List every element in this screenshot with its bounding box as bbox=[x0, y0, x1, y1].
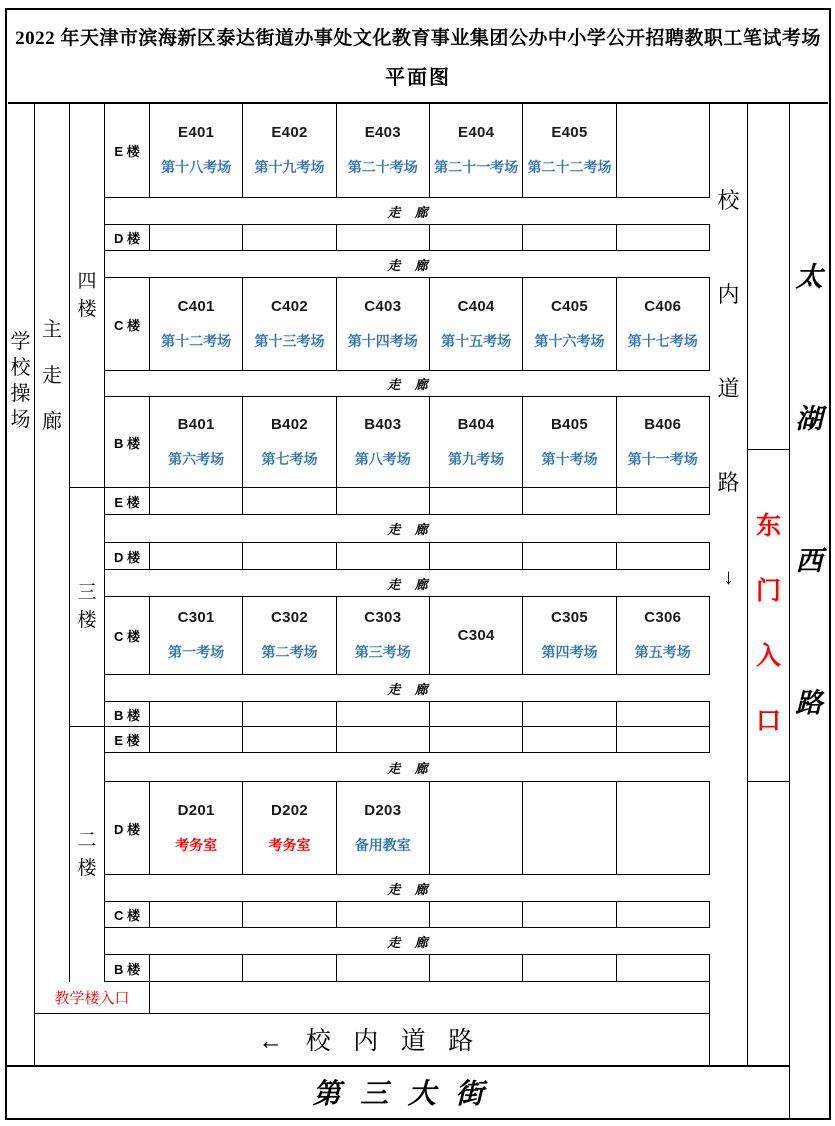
building-label: D 楼 bbox=[105, 782, 150, 874]
room-number: B401 bbox=[177, 415, 215, 433]
campus-road-column bbox=[710, 104, 748, 1065]
room-number: C301 bbox=[177, 609, 215, 626]
room-cell-e402 bbox=[243, 104, 336, 197]
room-cell-b402 bbox=[243, 397, 336, 487]
room-cell-empty bbox=[617, 225, 710, 250]
room-cell-empty bbox=[337, 225, 430, 250]
building-row bbox=[105, 488, 710, 515]
corridor-row bbox=[105, 515, 710, 543]
room-cell-empty bbox=[337, 902, 430, 927]
room-cell-e404 bbox=[430, 104, 523, 197]
room-cell-empty bbox=[243, 702, 336, 726]
room-number: C406 bbox=[644, 297, 682, 315]
building-label: B 楼 bbox=[105, 397, 150, 487]
building-label: C 楼 bbox=[105, 597, 150, 674]
playground-column bbox=[7, 104, 35, 1065]
floor-label: 四楼 bbox=[77, 270, 97, 320]
building-label: B 楼 bbox=[105, 702, 150, 726]
teaching-entrance-row bbox=[35, 982, 710, 1014]
room-assignment-label: 第十二考场 bbox=[161, 332, 232, 349]
playground-label: 学校操场 bbox=[10, 331, 31, 431]
corridor-row bbox=[105, 198, 710, 225]
room-cell-empty bbox=[617, 104, 710, 197]
room-cell-c401 bbox=[150, 278, 243, 370]
corridor-label: 走廊 bbox=[387, 935, 442, 951]
room-assignment-label: 第二考场 bbox=[261, 644, 318, 660]
room-cell-empty bbox=[243, 225, 336, 250]
building-row bbox=[105, 782, 710, 875]
room-cell-empty bbox=[150, 902, 243, 927]
room-assignment-label: 第二十二考场 bbox=[527, 159, 612, 175]
room-assignment-label: 第十九考场 bbox=[254, 159, 325, 175]
room-cell-c306 bbox=[617, 597, 710, 674]
room-cell-d203 bbox=[337, 782, 430, 874]
room-cell-c405 bbox=[523, 278, 616, 370]
room-cell-empty bbox=[523, 782, 616, 874]
building-row bbox=[105, 397, 710, 488]
building-row bbox=[105, 702, 710, 727]
taihu-west-road-column bbox=[790, 104, 828, 1118]
room-cell-e403 bbox=[337, 104, 430, 197]
room-cell-e401 bbox=[150, 104, 243, 197]
room-cell-empty bbox=[430, 782, 523, 874]
corridor-row bbox=[105, 753, 710, 782]
room-cell-empty bbox=[617, 488, 710, 514]
room-number: B406 bbox=[644, 415, 682, 433]
room-number: C303 bbox=[364, 609, 402, 626]
room-cell-empty bbox=[337, 702, 430, 726]
room-assignment-label: 考务室 bbox=[268, 836, 311, 853]
building-label: C 楼 bbox=[105, 278, 150, 370]
room-cell-empty bbox=[523, 225, 616, 250]
floor-section-label bbox=[70, 727, 104, 982]
building-row bbox=[105, 597, 710, 675]
room-assignment-label: 第十六考场 bbox=[534, 332, 605, 349]
main-corridor-label: 主走廊 bbox=[42, 319, 62, 433]
title-block bbox=[8, 11, 828, 104]
room-number: E401 bbox=[178, 124, 215, 141]
corridor-label: 走廊 bbox=[387, 523, 442, 538]
east-gate-column bbox=[748, 104, 790, 1065]
room-cell-c305 bbox=[523, 597, 616, 674]
room-number: B403 bbox=[364, 415, 402, 433]
room-number: E404 bbox=[458, 124, 495, 141]
room-number: B405 bbox=[550, 415, 588, 433]
corridor-row bbox=[105, 875, 710, 902]
room-cell-c303 bbox=[337, 597, 430, 674]
room-cell-empty bbox=[430, 727, 523, 752]
corridor-label: 走廊 bbox=[387, 258, 442, 274]
corridor-label: 走廊 bbox=[387, 882, 442, 898]
corridor-row bbox=[105, 675, 710, 702]
room-assignment-label: 第九考场 bbox=[448, 450, 505, 467]
room-cell-empty bbox=[523, 727, 616, 752]
room-number: C302 bbox=[270, 609, 309, 626]
room-number: C402 bbox=[270, 297, 309, 315]
page-title: 2022 年天津市滨海新区泰达街道办事处文化教育事业集团公办中小学公开招聘教职工笔试考场 bbox=[15, 27, 821, 49]
room-cell-empty bbox=[430, 225, 523, 250]
room-assignment-label: 第一考场 bbox=[168, 644, 225, 660]
room-assignment-label: 第二十一考场 bbox=[434, 159, 519, 175]
floor-label: 二楼 bbox=[77, 829, 97, 879]
room-cell-empty bbox=[243, 543, 336, 569]
corridor-row bbox=[105, 570, 710, 597]
building-label: E 楼 bbox=[105, 104, 150, 197]
room-cell-empty bbox=[523, 702, 616, 726]
teaching-entrance-empty-cell bbox=[150, 982, 709, 1013]
room-cell-empty bbox=[617, 782, 710, 874]
room-cell-c404 bbox=[430, 278, 523, 370]
corridor-label: 走廊 bbox=[387, 761, 442, 777]
room-cell-b406 bbox=[617, 397, 710, 487]
corridor-label: 走廊 bbox=[387, 205, 442, 221]
room-cell-empty bbox=[430, 543, 523, 569]
building-row bbox=[105, 955, 710, 982]
room-cell-empty bbox=[337, 955, 430, 981]
third-avenue-row bbox=[7, 1065, 790, 1118]
east-column-bottom-cell bbox=[748, 782, 789, 1065]
east-gate-cell bbox=[748, 450, 789, 782]
campus-road-row bbox=[35, 1014, 710, 1066]
building-row bbox=[105, 543, 710, 570]
campus-road-vertical-label: 校内道路↓ bbox=[717, 188, 740, 589]
room-assignment-label: 第二十考场 bbox=[347, 159, 418, 175]
corridor-row bbox=[105, 371, 710, 397]
page-subtitle: 平面图 bbox=[385, 67, 451, 90]
building-row bbox=[105, 225, 710, 251]
room-cell-empty bbox=[337, 727, 430, 752]
room-cell-empty bbox=[430, 902, 523, 927]
room-cell-empty bbox=[150, 702, 243, 726]
room-cell-c301 bbox=[150, 597, 243, 674]
room-number: D201 bbox=[177, 801, 215, 819]
room-cell-empty bbox=[243, 727, 336, 752]
room-cell-d201 bbox=[150, 782, 243, 874]
room-cell-empty bbox=[337, 543, 430, 569]
room-cell-d202 bbox=[243, 782, 336, 874]
room-cell-empty bbox=[617, 727, 710, 752]
room-cell-empty bbox=[617, 955, 710, 981]
room-cell-empty bbox=[523, 955, 616, 981]
room-assignment-label: 第十考场 bbox=[541, 450, 598, 467]
building-label: C 楼 bbox=[105, 902, 150, 927]
main-corridor-column bbox=[35, 104, 70, 982]
room-cell-empty bbox=[337, 488, 430, 514]
corridor-label: 走廊 bbox=[387, 577, 442, 593]
east-column-top-cell bbox=[748, 104, 789, 450]
room-number: C405 bbox=[550, 297, 588, 315]
building-label: D 楼 bbox=[105, 543, 150, 569]
room-cell-c402 bbox=[243, 278, 336, 370]
room-cell-c403 bbox=[337, 278, 430, 370]
floor-section-label bbox=[70, 488, 104, 727]
room-number: D202 bbox=[270, 801, 309, 819]
room-cell-empty bbox=[150, 727, 243, 752]
third-avenue-label: 第三大街 bbox=[312, 1077, 503, 1111]
room-cell-empty bbox=[523, 902, 616, 927]
corridor-row bbox=[105, 928, 710, 955]
room-cell-empty bbox=[430, 488, 523, 514]
room-cell-empty bbox=[243, 902, 336, 927]
room-cell-empty bbox=[523, 543, 616, 569]
building-label: D 楼 bbox=[105, 225, 150, 250]
room-cell-empty bbox=[430, 955, 523, 981]
room-cell-empty bbox=[243, 955, 336, 981]
room-cell-c406 bbox=[617, 278, 710, 370]
building-label: E 楼 bbox=[105, 727, 150, 752]
room-cell-c304 bbox=[430, 597, 523, 674]
room-number: C403 bbox=[364, 297, 402, 315]
building-label: B 楼 bbox=[105, 955, 150, 981]
room-cell-empty bbox=[150, 488, 243, 514]
room-number: B404 bbox=[457, 415, 495, 433]
room-cell-empty bbox=[617, 902, 710, 927]
room-cell-b404 bbox=[430, 397, 523, 487]
room-cell-empty bbox=[150, 955, 243, 981]
building-row bbox=[105, 278, 710, 371]
room-assignment-label: 第六考场 bbox=[168, 450, 225, 467]
building-row bbox=[105, 902, 710, 928]
room-number: B402 bbox=[270, 415, 309, 433]
room-cell-empty bbox=[617, 543, 710, 569]
room-cell-e405 bbox=[523, 104, 616, 197]
room-number: C305 bbox=[550, 609, 588, 626]
room-assignment-label: 第十三考场 bbox=[254, 332, 325, 349]
room-assignment-label: 第十五考场 bbox=[441, 332, 512, 349]
room-number: E402 bbox=[271, 124, 308, 141]
room-cell-b405 bbox=[523, 397, 616, 487]
room-number: C404 bbox=[457, 297, 495, 315]
taihu-west-road-label: 太湖西路 bbox=[795, 262, 823, 719]
room-assignment-label: 考务室 bbox=[175, 836, 218, 853]
building-row bbox=[105, 104, 710, 198]
room-grid bbox=[105, 104, 710, 982]
room-number: E403 bbox=[364, 124, 401, 141]
room-assignment-label: 第十八考场 bbox=[161, 159, 232, 175]
room-assignment-label: 第三考场 bbox=[354, 644, 411, 660]
room-number: C306 bbox=[644, 609, 682, 626]
room-cell-empty bbox=[430, 702, 523, 726]
floor-label-column bbox=[70, 104, 105, 982]
floor-section-label bbox=[70, 104, 104, 488]
corridor-label: 走廊 bbox=[387, 378, 442, 393]
corridor-row bbox=[105, 251, 710, 278]
room-assignment-label: 第十七考场 bbox=[627, 332, 698, 349]
room-assignment-label: 第四考场 bbox=[541, 644, 598, 660]
campus-road-label: ←校内道路 bbox=[258, 1028, 496, 1056]
room-number: C401 bbox=[177, 297, 215, 315]
room-assignment-label: 第七考场 bbox=[261, 450, 318, 467]
room-assignment-label: 第五考场 bbox=[634, 644, 691, 660]
room-number: D203 bbox=[364, 801, 402, 819]
room-cell-c302 bbox=[243, 597, 336, 674]
corridor-label: 走廊 bbox=[387, 682, 442, 698]
room-assignment-label: 第八考场 bbox=[354, 450, 411, 467]
room-cell-empty bbox=[150, 543, 243, 569]
room-cell-empty bbox=[243, 488, 336, 514]
room-cell-b403 bbox=[337, 397, 430, 487]
room-number: C304 bbox=[457, 627, 495, 644]
room-cell-empty bbox=[150, 225, 243, 250]
room-assignment-label: 第十四考场 bbox=[347, 332, 418, 349]
east-gate-label: 东门入口 bbox=[755, 512, 781, 735]
room-cell-empty bbox=[523, 488, 616, 514]
room-cell-b401 bbox=[150, 397, 243, 487]
building-row bbox=[105, 727, 710, 753]
room-assignment-label: 第十一考场 bbox=[627, 450, 698, 467]
room-number: E405 bbox=[551, 124, 588, 141]
room-cell-empty bbox=[617, 702, 710, 726]
teaching-entrance-label: 教学楼入口 bbox=[35, 982, 150, 1013]
floor-label: 三楼 bbox=[77, 582, 97, 631]
room-assignment-label: 备用教室 bbox=[354, 836, 411, 853]
building-label: E 楼 bbox=[105, 488, 150, 514]
